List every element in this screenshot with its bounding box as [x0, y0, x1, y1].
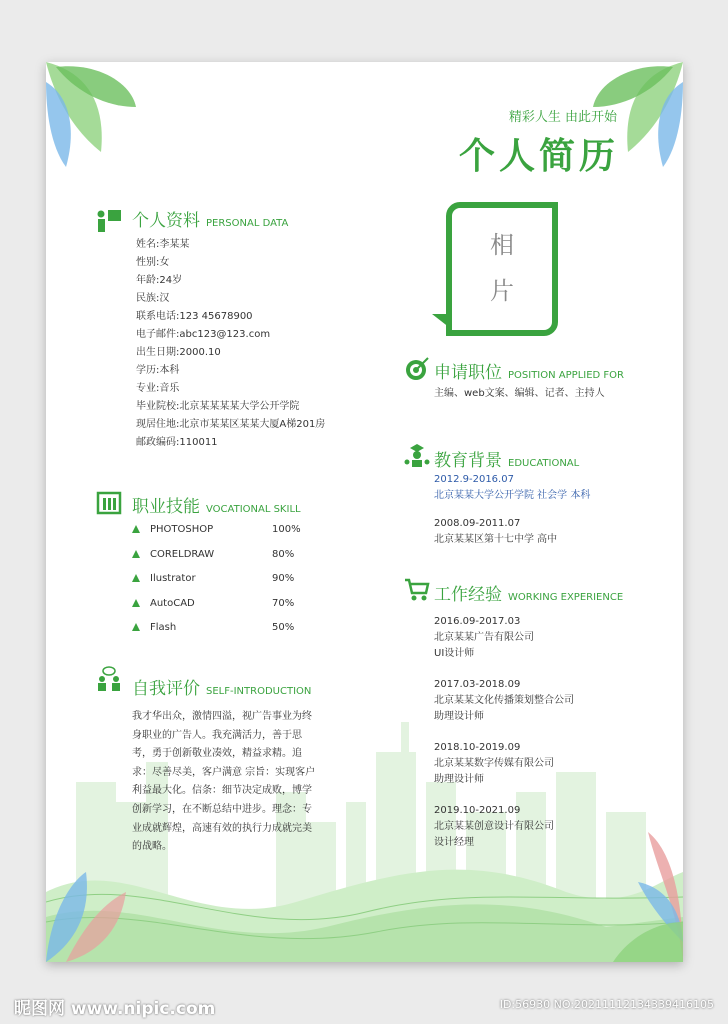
position-title-cn: 申请职位 [434, 363, 502, 383]
work-item [434, 614, 574, 662]
target-icon [404, 356, 430, 382]
photo-label-line2: 片 [490, 277, 514, 305]
info-label: 民族: [136, 293, 160, 304]
info-label: 学历: [136, 365, 160, 376]
info-label: 专业: [136, 383, 160, 394]
resume-sheet [46, 62, 683, 962]
presentation-icon [96, 208, 122, 234]
triangle-bullet-icon [132, 550, 140, 558]
personal-info-row [136, 236, 325, 254]
shopping-cart-icon [404, 576, 430, 602]
skill-name: CORELDRAW [150, 548, 215, 560]
briefcase-icon [96, 490, 122, 516]
skill-row [132, 573, 332, 598]
work-role: UI设计师 [434, 648, 475, 659]
personal-info-list [136, 236, 325, 452]
triangle-bullet-icon [132, 599, 140, 607]
skill-row [132, 524, 332, 549]
work-role: 设计经理 [434, 837, 474, 848]
triangle-bullet-icon [132, 574, 140, 582]
skills-title-en: VOCATIONAL SKILL [206, 504, 301, 515]
personal-info-row [136, 308, 325, 326]
personal-info-row [136, 272, 325, 290]
position-title-en: POSITION APPLIED FOR [508, 370, 624, 381]
skill-name: Flash [150, 622, 177, 634]
section-position-title [434, 358, 624, 383]
watermark-id: ID:56930 NO:20211112134339416105 [499, 998, 714, 1011]
info-value: abc123@123.com [179, 329, 271, 340]
skill-name: Ilustrator [150, 573, 196, 585]
work-role: 助理设计师 [434, 711, 484, 722]
info-label: 联系电话: [136, 311, 180, 322]
education-item [434, 516, 590, 548]
education-detail: 北京某某大学公开学院 社会学 本科 [434, 490, 591, 501]
intro-title-cn: 自我评价 [132, 679, 200, 699]
skill-percent: 70% [272, 597, 295, 609]
education-title-cn: 教育背景 [434, 451, 502, 471]
work-company: 北京某某创意设计有限公司 [434, 821, 554, 832]
intro-title-en: SELF-INTRODUCTION [206, 686, 312, 697]
personal-info-row [136, 254, 325, 272]
info-value: 女 [159, 257, 170, 268]
info-label: 现居住地: [136, 419, 180, 430]
photo-placeholder [446, 202, 558, 336]
work-date: 2018.10-2019.09 [434, 742, 521, 753]
triangle-bullet-icon [132, 623, 140, 631]
work-date: 2016.09-2017.03 [434, 616, 521, 627]
info-label: 年龄: [136, 275, 160, 286]
info-value: 音乐 [159, 383, 180, 394]
skill-percent: 100% [272, 524, 301, 535]
section-personal-title [132, 206, 288, 231]
education-list [434, 472, 590, 560]
position-text: 主编、web文案、编辑、记者、主持人 [434, 388, 605, 399]
leaf-decoration-top-left [46, 62, 136, 172]
info-label: 性别: [136, 257, 160, 268]
info-label: 邮政编码: [136, 437, 180, 448]
graduate-icon [404, 442, 430, 468]
work-company: 北京某某数字传媒有限公司 [434, 758, 554, 769]
skill-name: PHOTOSHOP [150, 524, 214, 535]
leaf-decoration-bottom-right [593, 812, 683, 962]
info-value: 李某某 [159, 239, 190, 250]
personal-info-row [136, 362, 325, 380]
info-value: 123 45678900 [179, 311, 253, 322]
section-skills-title [132, 492, 301, 517]
info-label: 毕业院校: [136, 401, 180, 412]
personal-info-row [136, 416, 325, 434]
personal-title-cn: 个人资料 [132, 211, 200, 231]
section-education-title [434, 446, 579, 471]
info-value: 北京市某某区某某大厦A梯201房 [179, 419, 326, 430]
skill-row [132, 622, 332, 647]
people-chat-icon [96, 666, 122, 692]
info-value: 2000.10 [179, 347, 221, 358]
work-title-cn: 工作经验 [434, 585, 502, 605]
intro-text: 我才华出众，激情四溢，视广告事业为终身职业的广告人。我充满活力，善于思考，勇于创新敬业凑效，精益求精。追求：尽善尽美，客户满意 宗旨：实现客户利益最大化。信条：细节决定成败，博学创新学习，在不断总结中进步。理念：专业成就辉煌，高速有效的执行力成就完美的战略。 [132, 711, 316, 853]
info-value: 汉 [159, 293, 170, 304]
work-title-en: WORKING EXPERIENCE [508, 592, 624, 603]
work-item [434, 740, 574, 788]
section-work-title [434, 580, 623, 605]
education-title-en: EDUCATIONAL [508, 458, 580, 469]
education-date: 2008.09-2011.07 [434, 518, 521, 529]
section-intro-title [132, 674, 311, 699]
photo-bubble-tail [432, 314, 450, 328]
personal-info-row [136, 398, 325, 416]
photo-label-line1: 相 [490, 231, 514, 259]
personal-info-row [136, 290, 325, 308]
personal-title-en: PERSONAL DATA [206, 218, 289, 229]
watermark-logo: 昵图网 www.nipic.com [14, 999, 216, 1019]
skill-percent: 90% [272, 573, 295, 585]
work-company: 北京某某广告有限公司 [434, 632, 534, 643]
page-title: 个人简历 [458, 136, 619, 177]
info-value: 本科 [159, 365, 180, 376]
work-date: 2019.10-2021.09 [434, 805, 521, 816]
skill-row [132, 549, 332, 574]
work-item [434, 677, 574, 725]
work-item [434, 803, 574, 851]
personal-info-row [136, 380, 325, 398]
skill-name: AutoCAD [150, 597, 195, 609]
info-value: 24岁 [159, 275, 183, 286]
skill-percent: 80% [272, 548, 295, 560]
work-date: 2017.03-2018.09 [434, 679, 521, 690]
personal-info-row [136, 326, 325, 344]
education-detail: 北京某某区第十七中学 高中 [434, 534, 558, 545]
info-value: 北京某某某某大学公开学院 [179, 401, 300, 412]
info-label: 姓名: [136, 239, 160, 250]
info-label: 出生日期: [136, 347, 180, 358]
work-company: 北京某某文化传播策划整合公司 [434, 695, 574, 706]
leaf-decoration-bottom-left [46, 852, 136, 962]
skills-title-cn: 职业技能 [132, 497, 200, 517]
work-list [434, 614, 574, 866]
personal-info-row [136, 344, 325, 362]
education-item [434, 472, 590, 504]
skills-list [132, 524, 332, 647]
personal-info-row [136, 434, 325, 452]
skill-percent: 50% [272, 622, 295, 634]
info-label: 电子邮件: [136, 329, 180, 340]
info-value: 110011 [179, 437, 218, 448]
tagline: 精彩人生 由此开始 [508, 110, 617, 125]
work-role: 助理设计师 [434, 774, 484, 785]
photo-label [452, 222, 552, 314]
skill-row [132, 598, 332, 623]
triangle-bullet-icon [132, 525, 140, 533]
watermark-footer [0, 990, 728, 1024]
education-date: 2012.9-2016.07 [434, 474, 514, 485]
